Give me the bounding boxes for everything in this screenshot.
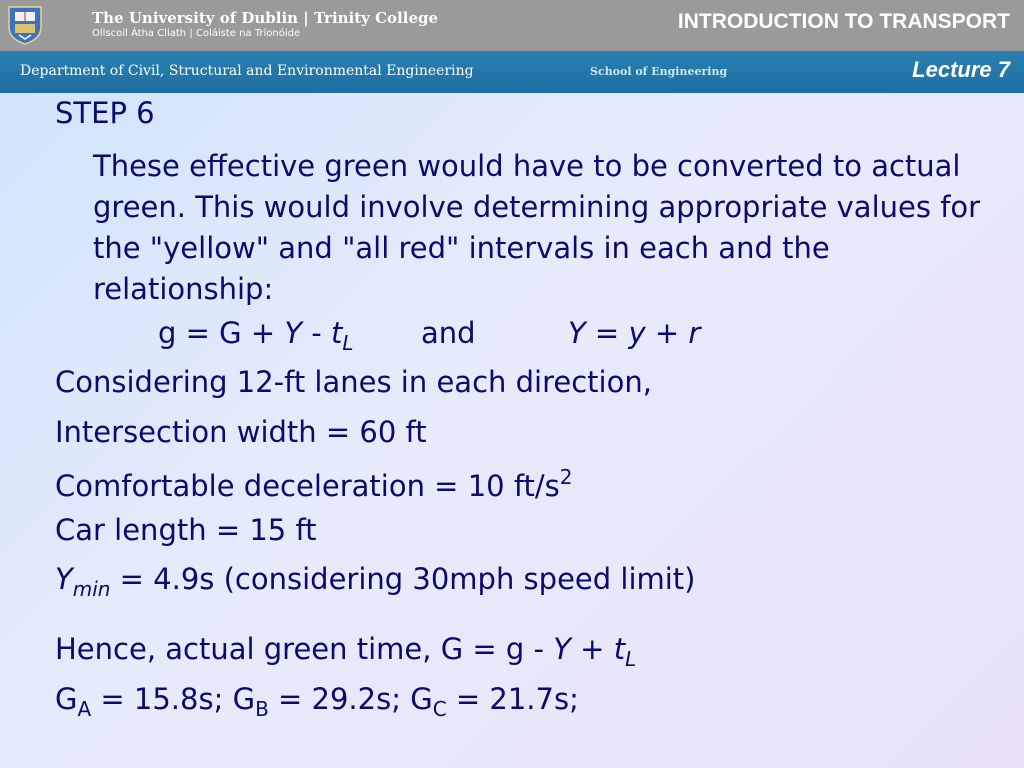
result-B-subscript: B xyxy=(255,697,269,721)
step-paragraph: These effective green would have to be converted to actual green. This would involve determining appropriate values for the "yellow" and "all red" intervals in each and the relationship: xyxy=(93,149,981,306)
formula-and: and xyxy=(421,316,476,350)
header-department-band xyxy=(0,51,1024,93)
results-line xyxy=(55,682,579,721)
result-B-value: = 29.2s; xyxy=(268,682,411,716)
intersection-width-line: Intersection width = 60 ft xyxy=(55,415,427,449)
car-length-line: Car length = 15 ft xyxy=(55,513,317,547)
result-A-subscript: A xyxy=(77,697,92,721)
school-name: School of Engineering xyxy=(590,65,728,78)
intergreen-formula xyxy=(568,316,701,350)
result-G-B: G xyxy=(232,682,256,716)
ymin-line xyxy=(55,562,696,601)
deceleration-line xyxy=(55,467,573,501)
ymin-subscript: min xyxy=(72,577,111,601)
hence-t: t xyxy=(613,632,626,666)
result-G-A: G xyxy=(55,682,78,716)
deceleration-exponent: 2 xyxy=(559,465,573,489)
slide-content xyxy=(0,93,1024,768)
university-title: The University of Dublin | Trinity College xyxy=(92,9,439,27)
formula-minus: - xyxy=(302,316,331,350)
formula2-r: r xyxy=(688,316,701,350)
green-time-formula xyxy=(158,316,354,355)
hence-t-subscript: L xyxy=(625,647,637,671)
header-top-band xyxy=(0,0,1024,51)
result-C-subscript: C xyxy=(432,697,447,721)
university-subtitle: Ollscoil Átha Cliath | Coláiste na Tríonóide xyxy=(92,28,301,39)
lecture-number: Lecture 7 xyxy=(912,57,1010,82)
step-heading: STEP 6 xyxy=(55,96,155,130)
formula-t-subscript: L xyxy=(342,331,354,355)
hence-text: Hence, actual green time, G = g - xyxy=(55,632,554,666)
result-G-C: G xyxy=(410,682,433,716)
department-name: Department of Civil, Structural and Environmental Engineering xyxy=(20,63,474,79)
ymin-Y: Y xyxy=(55,562,73,596)
formula2-eq: = xyxy=(585,316,629,350)
hence-Y: Y xyxy=(553,632,571,666)
formula2-Y: Y xyxy=(568,316,586,350)
result-C-value: = 21.7s; xyxy=(446,682,579,716)
lanes-line: Considering 12-ft lanes in each direction, xyxy=(55,365,652,399)
formula2-plus: + xyxy=(645,316,689,350)
deceleration-text: Comfortable deceleration = 10 ft/s xyxy=(55,469,560,503)
result-A-value: = 15.8s; xyxy=(91,682,233,716)
course-title: INTRODUCTION TO TRANSPORT xyxy=(677,10,1010,33)
hence-plus: + xyxy=(570,632,614,666)
ymin-rest: = 4.9s (considering 30mph speed limit) xyxy=(110,562,696,596)
formula-t: t xyxy=(330,316,343,350)
hence-line xyxy=(55,632,637,671)
trinity-crest-icon xyxy=(7,5,43,45)
formula2-y: y xyxy=(628,316,646,350)
formula-Y: Y xyxy=(284,316,303,350)
formula-g-eq: g = G + xyxy=(158,316,285,350)
